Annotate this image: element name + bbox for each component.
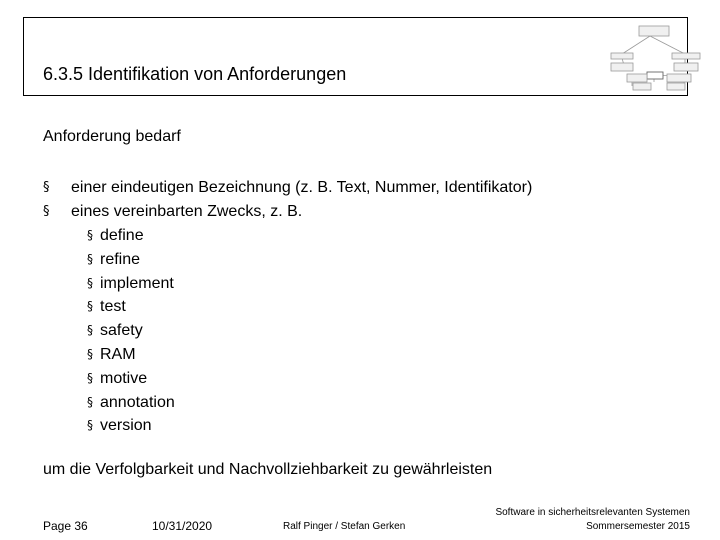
bullet-icon: § xyxy=(87,346,93,361)
list-item xyxy=(87,343,532,367)
list-item xyxy=(87,414,532,438)
purpose-text: refine xyxy=(100,250,141,268)
intro-text: Anforderung bedarf xyxy=(43,128,181,145)
purpose-text: version xyxy=(100,417,152,435)
bullet-icon: § xyxy=(87,370,93,385)
slide-title: 6.3.5 Identifikation von Anforderungen xyxy=(43,64,347,84)
footer-date: 10/31/2020 xyxy=(152,519,213,533)
bullet-icon: § xyxy=(87,418,93,433)
purpose-text: implement xyxy=(100,274,174,292)
bullet-icon: § xyxy=(87,275,93,290)
course-semester: Sommersemester 2015 xyxy=(586,521,690,532)
bullet-icon: § xyxy=(87,299,93,314)
purpose-text: test xyxy=(100,298,126,316)
list-item xyxy=(87,367,532,391)
list-item xyxy=(87,391,532,415)
purpose-list xyxy=(71,224,532,438)
list-item xyxy=(87,224,532,248)
bullet-icon: § xyxy=(87,394,93,409)
outro-text: um die Verfolgbarkeit und Nachvollziehbarkeit zu gewährleisten xyxy=(43,461,493,478)
purpose-text: RAM xyxy=(100,345,136,363)
list-item xyxy=(87,319,532,343)
bullet-icon: § xyxy=(43,204,50,219)
course-title: Software in sicherheitsrelevanten Systemen xyxy=(495,507,690,518)
page-number: Page 36 xyxy=(43,519,88,533)
list-item xyxy=(87,272,532,296)
purpose-text: safety xyxy=(100,322,143,340)
list-item xyxy=(43,200,532,438)
purpose-text: define xyxy=(100,227,144,244)
purpose-text: annotation xyxy=(100,393,175,411)
requirements-list xyxy=(43,176,532,438)
list-item-text: eines vereinbarten Zwecks, z. B. xyxy=(71,203,303,220)
bullet-icon: § xyxy=(87,323,93,338)
list-item xyxy=(87,295,532,319)
list-item xyxy=(87,248,532,272)
list-item-text: einer eindeutigen Bezeichnung (z. B. Text, Nummer, Identifikator) xyxy=(71,179,533,196)
bullet-icon: § xyxy=(43,180,50,195)
footer-authors: Ralf Pinger / Stefan Gerken xyxy=(283,521,406,532)
bullet-icon: § xyxy=(87,228,93,242)
process-overview-diagram-icon xyxy=(587,22,707,94)
purpose-text: motive xyxy=(100,369,148,387)
bullet-icon: § xyxy=(87,251,93,266)
list-item xyxy=(43,176,532,200)
footer-course-info xyxy=(495,506,690,534)
title-box xyxy=(23,17,688,96)
